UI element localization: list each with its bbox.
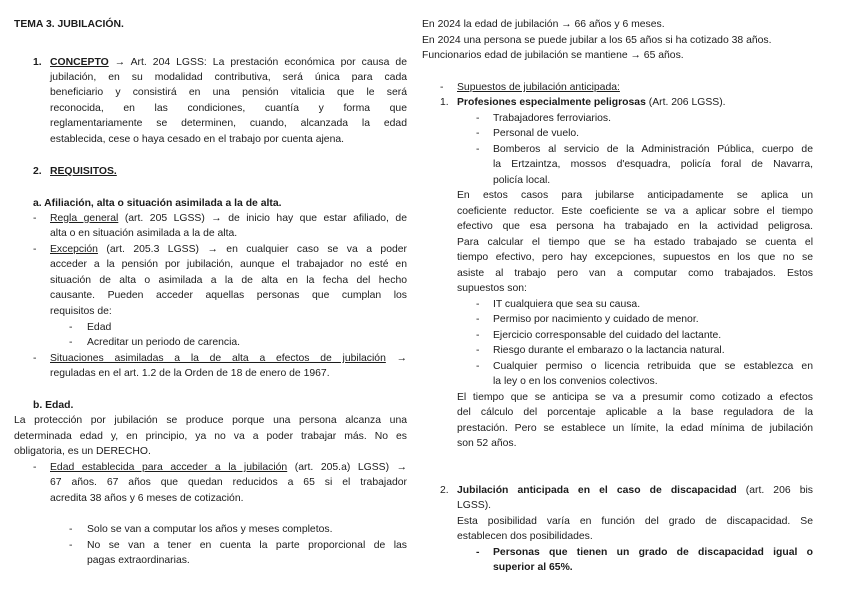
info-line: En 2024 la edad de jubilación → 66 años y 6 meses. [422, 19, 665, 30]
discapacidad-line: establecen dos posibilidades. [457, 531, 593, 542]
list-item: Solo se van a computar los años y meses completos. [87, 524, 333, 535]
list-item: Trabajadores ferroviarios. [493, 113, 612, 124]
page-title: TEMA 3. JUBILACIÓN. [14, 19, 124, 30]
excepcion-line: requisitos de: [50, 306, 112, 317]
edad-paragraph-line: determinada edad y, en principio, ya no va a poder trabajar más. No es [14, 431, 407, 442]
dash: - [69, 540, 73, 551]
coeficiente-line: coeficiente reductor. Este coeficiente se va a aplicar sobre el tiempo [457, 206, 813, 217]
arrow: → [114, 57, 126, 68]
dash: - [476, 547, 480, 558]
coeficiente-line: asiste al trabajo pero van a computar como trabajados. Estos [457, 268, 813, 279]
list-item: Bomberos al servicio de la Administración Pública, cuerpo de [493, 144, 813, 155]
discapacidad-ref-cont: LGSS). [457, 500, 492, 511]
section-number: 1. [33, 57, 42, 68]
excepcion-line: situación de alta o asimilada a la de alta en la fecha del hecho [50, 275, 407, 286]
dash: - [440, 82, 444, 93]
edad-establecida-line: 67 años. 67 años que quedan reducidos a 65 si el trabajador [50, 477, 407, 488]
dash: - [476, 299, 480, 310]
excepcion-text: (art. 205.3 LGSS) → en cualquier caso se va a poder [106, 244, 408, 255]
list-item: la Ertzaintza, mossos d'esquadra, policía foral de Navarra, [493, 159, 813, 170]
situaciones-label: Situaciones asimiladas a la de alta a efectos de jubilación [50, 353, 386, 364]
dash: - [476, 314, 480, 325]
list-item: Acreditar un periodo de carencia. [87, 337, 241, 348]
list-item: Cualquier permiso o licencia retribuida que se establezca en [493, 361, 813, 372]
concepto-line: reconocida, en las condiciones, cuantía y forma que [50, 103, 407, 114]
excepcion-line: acceder a la pensión por jubilación, aunque el trabajador no esté en [50, 259, 407, 270]
anticipo-line: son 52 años. [457, 438, 517, 449]
dash: - [69, 337, 73, 348]
excepcion-line: causante. Pueden acceder aquellas personas que cumplan los [50, 290, 407, 301]
list-item: Permiso por nacimiento y cuidado de menor. [493, 314, 699, 325]
supuestos-heading: Supuestos de jubilación anticipada: [457, 82, 620, 93]
edad-paragraph-line: La protección por jubilación se produce porque una persona alcanza una [14, 415, 407, 426]
profesiones-ref: (Art. 206 LGSS). [648, 97, 726, 108]
situaciones-line: reguladas en el art. 1.2 de la Orden de 18 de enero de 1967. [50, 368, 330, 379]
list-item: Ejercicio corresponsable del cuidado del lactante. [493, 330, 722, 341]
dash: - [476, 144, 480, 155]
regla-general-line: alta o en situación asimilada a la de alta. [50, 228, 238, 239]
regla-general-line [50, 211, 407, 226]
dash: - [33, 244, 37, 255]
info-line: Funcionarios edad de jubilación se mantiene → 65 años. [422, 50, 684, 61]
profesiones-title: Profesiones especialmente peligrosas [457, 97, 646, 108]
item-number: 1. [440, 97, 449, 108]
concepto-line: establecida, cese o haya cesado en el trabajo por cuenta ajena. [50, 134, 345, 145]
edad-establecida-line: acredita 38 años y 6 meses de cotización. [50, 493, 244, 504]
dash: - [33, 213, 37, 224]
coeficiente-line: tiempo efectivo, pero hay excepciones, supuestos en los que no se [457, 252, 813, 263]
edad-establecida-label: Edad establecida para acceder a la jubilación [50, 462, 288, 473]
list-item: policía local. [493, 175, 551, 186]
list-item: Riesgo durante el embarazo o la lactancia natural. [493, 345, 725, 356]
regla-general-text: (art. 205 LGSS) → de inicio hay que estar afiliado, de [124, 213, 407, 224]
edad-establecida-line [50, 460, 407, 475]
list-item: pagas extraordinarias. [87, 555, 190, 566]
edad-establecida-text: (art. 205.a) LGSS) → [294, 462, 408, 473]
discapacidad-line: Esta posibilidad varía en función del grado de discapacidad. Se [457, 516, 813, 527]
dash: - [476, 128, 480, 139]
discapacidad-item: Personas que tienen un grado de discapacidad igual o [493, 547, 813, 558]
dash: - [33, 353, 37, 364]
section-number: 2. [33, 166, 42, 177]
regla-general-label: Regla general [50, 213, 119, 224]
discapacidad-heading [457, 483, 813, 498]
situaciones-line [50, 351, 407, 366]
list-item: Personal de vuelo. [493, 128, 580, 139]
discapacidad-title: Jubilación anticipada en el caso de discapacidad [457, 485, 737, 496]
dash: - [476, 330, 480, 341]
excepcion-label: Excepción [50, 244, 98, 255]
concepto-line: beneficiario y consistirá en una pensión vitalicia que le será [50, 87, 407, 98]
dash: - [69, 524, 73, 535]
list-item: No se van a tener en cuenta la parte proporcional de las [87, 540, 407, 551]
anticipo-line: prestación. Pero se establece un límite, la edad mínima de jubilación [457, 423, 813, 434]
subsection-a-heading: a. Afiliación, alta o situación asimilada a la de alta. [33, 198, 282, 209]
coeficiente-line: supuestos son: [457, 283, 527, 294]
dash: - [476, 361, 480, 372]
coeficiente-line: En estos casos para jubilarse anticipadamente se aplica un [457, 190, 813, 201]
dash: - [476, 345, 480, 356]
dash: - [33, 462, 37, 473]
concepto-line: jubilación, en su modalidad contributiva, será única para cada [50, 72, 407, 83]
concepto-text: Art. 204 LGSS: La prestación económica por causa de [130, 57, 407, 68]
coeficiente-line: Para calcular el tiempo que se ha estado trabajado se cuenta el [457, 237, 813, 248]
list-item: Edad [87, 322, 112, 333]
requisitos-heading: REQUISITOS. [50, 166, 117, 177]
dash: - [476, 113, 480, 124]
anticipo-line: del cálculo del porcentaje aplicable a la base reguladora de la [457, 407, 813, 418]
concepto-line [50, 55, 407, 70]
discapacidad-ref: (art. 206 bis [745, 485, 813, 496]
excepcion-line [50, 242, 407, 257]
arrow: → [396, 353, 407, 364]
concepto-line: reglamentariamente se determinen, cuando, alcanzada la edad [50, 118, 407, 129]
anticipo-line: El tiempo que se anticipa se va a presumir como cotizado a efectos [457, 392, 813, 403]
dash: - [69, 322, 73, 333]
profesiones-heading [457, 95, 726, 110]
discapacidad-item: superior al 65%. [493, 562, 573, 573]
coeficiente-line: efectivo que esa persona ha trabajado en la actividad peligrosa. [457, 221, 813, 232]
item-number: 2. [440, 485, 449, 496]
info-line: En 2024 una persona se puede jubilar a los 65 años si ha cotizado 38 años. [422, 35, 772, 46]
concepto-heading: CONCEPTO [50, 57, 109, 68]
list-item: la ley o en los convenios colectivos. [493, 376, 658, 387]
list-item: IT cualquiera que sea su causa. [493, 299, 641, 310]
edad-paragraph-line: obligatoria, es un DERECHO. [14, 446, 151, 457]
subsection-b-heading: b. Edad. [33, 400, 74, 411]
